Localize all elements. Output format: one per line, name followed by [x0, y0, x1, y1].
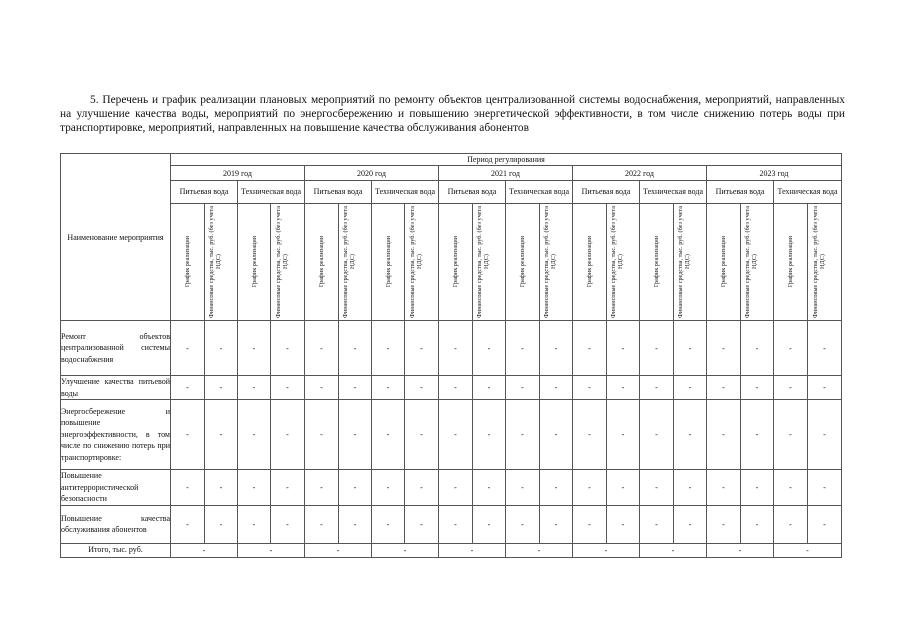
value-cell: - — [640, 376, 674, 400]
subheader-text: Финансовые средства, тыс. руб. (без учета НДС) — [342, 206, 356, 318]
finance-subheader — [808, 204, 842, 321]
value-cell: - — [640, 470, 674, 506]
technical-water-header: Техническая вода — [774, 181, 842, 204]
schedule-subheader — [640, 204, 674, 321]
value-cell: - — [674, 470, 707, 506]
table-row — [61, 505, 842, 543]
subheader-text: Финансовые средства, тыс. руб. (без учета НДС) — [677, 206, 691, 318]
value-cell: - — [741, 505, 774, 543]
value-cell: - — [305, 321, 339, 376]
technical-water-header: Техническая вода — [372, 181, 439, 204]
value-cell: - — [439, 321, 473, 376]
value-cell: - — [171, 470, 205, 506]
technical-water-header: Техническая вода — [238, 181, 305, 204]
subheader-text: График реализации — [720, 236, 727, 288]
value-cell: - — [707, 505, 741, 543]
subheader-wrap — [640, 205, 673, 319]
value-cell: - — [339, 400, 372, 470]
subheader-text: График реализации — [519, 236, 526, 288]
value-cell: - — [506, 470, 540, 506]
value-cell: - — [774, 400, 808, 470]
subheader-text: График реализации — [384, 236, 392, 288]
value-cell: - — [171, 505, 205, 543]
finance-subheader — [405, 204, 439, 321]
subheader-wrap — [741, 205, 773, 319]
value-cell: - — [305, 400, 339, 470]
subheader-text: График реализации — [318, 236, 325, 288]
subheader-wrap — [171, 205, 204, 319]
value-cell: - — [439, 505, 473, 543]
subheader-wrap — [774, 205, 807, 319]
schedule-subheader — [238, 204, 271, 321]
value-cell: - — [540, 321, 573, 376]
value-cell: - — [774, 376, 808, 400]
value-cell: - — [405, 321, 439, 376]
value-cell: - — [271, 505, 305, 543]
value-cell: - — [271, 470, 305, 506]
value-cell: - — [238, 400, 271, 470]
value-cell: - — [339, 321, 372, 376]
value-cell: - — [339, 376, 372, 400]
finance-subheader — [674, 204, 707, 321]
value-cell: - — [607, 376, 640, 400]
total-cell: - — [372, 543, 439, 557]
value-cell: - — [808, 321, 842, 376]
year-header: 2023 год — [707, 166, 842, 181]
subheader-wrap — [707, 205, 740, 319]
subheader-wrap — [674, 205, 706, 319]
value-cell: - — [674, 505, 707, 543]
activity-name: Улучшение качества питьевой воды — [61, 377, 170, 398]
schedule-subheader — [439, 204, 473, 321]
value-cell: - — [506, 321, 540, 376]
value-cell: - — [540, 376, 573, 400]
value-cell: - — [372, 470, 405, 506]
value-cell: - — [573, 376, 607, 400]
value-cell: - — [741, 400, 774, 470]
value-cell: - — [473, 470, 506, 506]
schedule-subheader — [774, 204, 808, 321]
table-row — [61, 470, 842, 506]
value-cell: - — [238, 505, 271, 543]
value-cell: - — [205, 470, 238, 506]
value-cell: - — [205, 505, 238, 543]
value-cell: - — [205, 400, 238, 470]
subheader-wrap — [439, 205, 472, 319]
total-cell: - — [439, 543, 506, 557]
value-cell: - — [271, 400, 305, 470]
table-row — [61, 400, 842, 470]
total-cell: - — [774, 543, 842, 557]
value-cell: - — [774, 470, 808, 506]
name-column-header: Наименование мероприятия — [61, 154, 171, 321]
total-cell: - — [640, 543, 707, 557]
value-cell: - — [473, 376, 506, 400]
value-cell: - — [238, 470, 271, 506]
schedule-subheader — [707, 204, 741, 321]
activity-name: Повышение антитеррористической безопасности — [61, 470, 171, 506]
value-cell: - — [707, 321, 741, 376]
subheader-wrap — [473, 205, 505, 319]
value-cell: - — [439, 400, 473, 470]
subheader-text: Финансовые средства, тыс. руб. (без учета НДС) — [208, 206, 222, 318]
finance-subheader — [540, 204, 573, 321]
value-cell: - — [205, 321, 238, 376]
drinking-water-header: Питьевая вода — [305, 181, 372, 204]
subheader-wrap — [339, 205, 371, 319]
subheader-wrap — [372, 205, 404, 319]
section-heading: 5. Перечень и график реализации плановых мероприятий по ремонту объектов централизованной системы водоснабжения, мероприятий, направленных на улучшение качества воды, мероприятий по энергосбережению и повышению энергетической эффективности, в том числе снижению потерь воды при транспортировке, мероприятий, направленных на повышение качества обслуживания абонентов — [60, 94, 845, 135]
subheader-wrap — [808, 205, 841, 319]
schedule-subheader — [171, 204, 205, 321]
value-cell: - — [305, 376, 339, 400]
subheader-text: График реализации — [250, 236, 258, 288]
header-row-period — [61, 154, 842, 166]
total-cell: - — [238, 543, 305, 557]
subheader-wrap — [271, 205, 304, 319]
value-cell: - — [640, 400, 674, 470]
value-cell: - — [808, 400, 842, 470]
schedule-subheader — [305, 204, 339, 321]
technical-water-header: Техническая вода — [506, 181, 573, 204]
header-row-years — [61, 166, 842, 181]
value-cell: - — [405, 470, 439, 506]
implementation-schedule-table — [60, 153, 842, 558]
total-cell: - — [305, 543, 372, 557]
activity-name: Повышение качества обслуживания абонентов — [61, 505, 171, 543]
year-header: 2020 год — [305, 166, 439, 181]
finance-subheader — [271, 204, 305, 321]
table-row — [61, 376, 842, 400]
subheader-text: Финансовые средства, тыс. руб. (без учета НДС) — [543, 206, 557, 318]
value-cell: - — [439, 376, 473, 400]
subheader-wrap — [205, 205, 237, 319]
value-cell: - — [808, 470, 842, 506]
value-cell: - — [372, 400, 405, 470]
value-cell: - — [741, 376, 774, 400]
subheader-text: Финансовые средства, тыс. руб. (без учета НДС) — [744, 206, 758, 318]
value-cell: - — [473, 321, 506, 376]
value-cell: - — [271, 321, 305, 376]
value-cell: - — [774, 505, 808, 543]
subheader-text: График реализации — [184, 236, 191, 288]
value-cell: - — [271, 376, 305, 400]
subheader-text: Финансовые средства, тыс. руб. (без учета НДС) — [476, 206, 490, 318]
value-cell: - — [707, 376, 741, 400]
subheader-wrap — [573, 205, 606, 319]
subheader-wrap — [607, 205, 639, 319]
total-cell: - — [171, 543, 238, 557]
value-cell: - — [305, 470, 339, 506]
schedule-subheader — [506, 204, 540, 321]
header-row-subheaders — [61, 204, 842, 321]
value-cell: - — [674, 376, 707, 400]
subheader-text: Финансовые средства, тыс. руб. (без учета НДС) — [610, 206, 624, 318]
value-cell: - — [808, 505, 842, 543]
value-cell: - — [372, 376, 405, 400]
schedule-subheader — [372, 204, 405, 321]
value-cell: - — [540, 400, 573, 470]
total-row — [61, 543, 842, 557]
finance-subheader — [205, 204, 238, 321]
value-cell: - — [741, 470, 774, 506]
drinking-water-header: Питьевая вода — [707, 181, 774, 204]
value-cell: - — [405, 376, 439, 400]
finance-subheader — [607, 204, 640, 321]
value-cell: - — [405, 505, 439, 543]
value-cell: - — [238, 376, 271, 400]
value-cell: - — [305, 505, 339, 543]
value-cell: - — [607, 400, 640, 470]
value-cell: - — [171, 321, 205, 376]
finance-subheader — [339, 204, 372, 321]
value-cell: - — [540, 470, 573, 506]
value-cell: - — [573, 321, 607, 376]
value-cell: - — [439, 470, 473, 506]
header-row-categories — [61, 181, 842, 204]
value-cell: - — [640, 505, 674, 543]
total-cell: - — [573, 543, 640, 557]
value-cell: - — [573, 400, 607, 470]
value-cell: - — [339, 470, 372, 506]
drinking-water-header: Питьевая вода — [573, 181, 640, 204]
subheader-text: График реализации — [787, 236, 794, 288]
subheader-wrap — [506, 205, 539, 319]
value-cell: - — [473, 505, 506, 543]
subheader-wrap — [238, 205, 270, 319]
value-cell: - — [573, 505, 607, 543]
total-cell: - — [707, 543, 774, 557]
value-cell: - — [339, 505, 372, 543]
value-cell: - — [774, 321, 808, 376]
value-cell: - — [506, 400, 540, 470]
drinking-water-header: Питьевая вода — [171, 181, 238, 204]
value-cell: - — [506, 505, 540, 543]
year-header: 2022 год — [573, 166, 707, 181]
value-cell: - — [372, 505, 405, 543]
subheader-wrap — [305, 205, 338, 319]
technical-water-header: Техническая вода — [640, 181, 707, 204]
value-cell: - — [640, 321, 674, 376]
subheader-text: График реализации — [586, 236, 593, 288]
value-cell: - — [707, 470, 741, 506]
year-header: 2021 год — [439, 166, 573, 181]
activity-name: Энергосбережение и повышение энергоэффективности, в том числе по снижению потерь при транспортировке: — [61, 400, 171, 470]
value-cell: - — [238, 321, 271, 376]
subheader-text: График реализации — [452, 236, 459, 288]
finance-subheader — [473, 204, 506, 321]
value-cell: - — [607, 505, 640, 543]
year-header: 2019 год — [171, 166, 305, 181]
finance-subheader — [741, 204, 774, 321]
total-label: Итого, тыс. руб. — [61, 543, 171, 557]
value-cell: - — [506, 376, 540, 400]
value-cell: - — [171, 400, 205, 470]
value-cell: - — [372, 321, 405, 376]
value-cell: - — [171, 376, 205, 400]
value-cell: - — [741, 321, 774, 376]
subheader-text: Финансовые средства, тыс. руб. (без учета НДС) — [274, 206, 289, 318]
subheader-text: Финансовые средства, тыс. руб. (без учета НДС) — [408, 206, 423, 318]
value-cell: - — [808, 376, 842, 400]
table-row — [61, 321, 842, 376]
schedule-subheader — [573, 204, 607, 321]
value-cell: - — [405, 400, 439, 470]
subheader-text: Финансовые средства, тыс. руб. (без учета НДС) — [811, 206, 826, 318]
activity-name: Ремонт объектов централизованной системы водоснабжения — [61, 321, 171, 376]
subheader-wrap — [540, 205, 572, 319]
value-cell: - — [607, 470, 640, 506]
value-cell: - — [707, 400, 741, 470]
drinking-water-header: Питьевая вода — [439, 181, 506, 204]
value-cell: - — [573, 470, 607, 506]
value-cell: - — [674, 400, 707, 470]
value-cell: - — [607, 321, 640, 376]
subheader-text: График реализации — [653, 236, 660, 288]
value-cell: - — [473, 400, 506, 470]
value-cell: - — [540, 505, 573, 543]
period-header: Период регулирования — [171, 154, 842, 166]
value-cell: - — [205, 376, 238, 400]
value-cell: - — [674, 321, 707, 376]
total-cell: - — [506, 543, 573, 557]
subheader-wrap — [405, 205, 438, 319]
